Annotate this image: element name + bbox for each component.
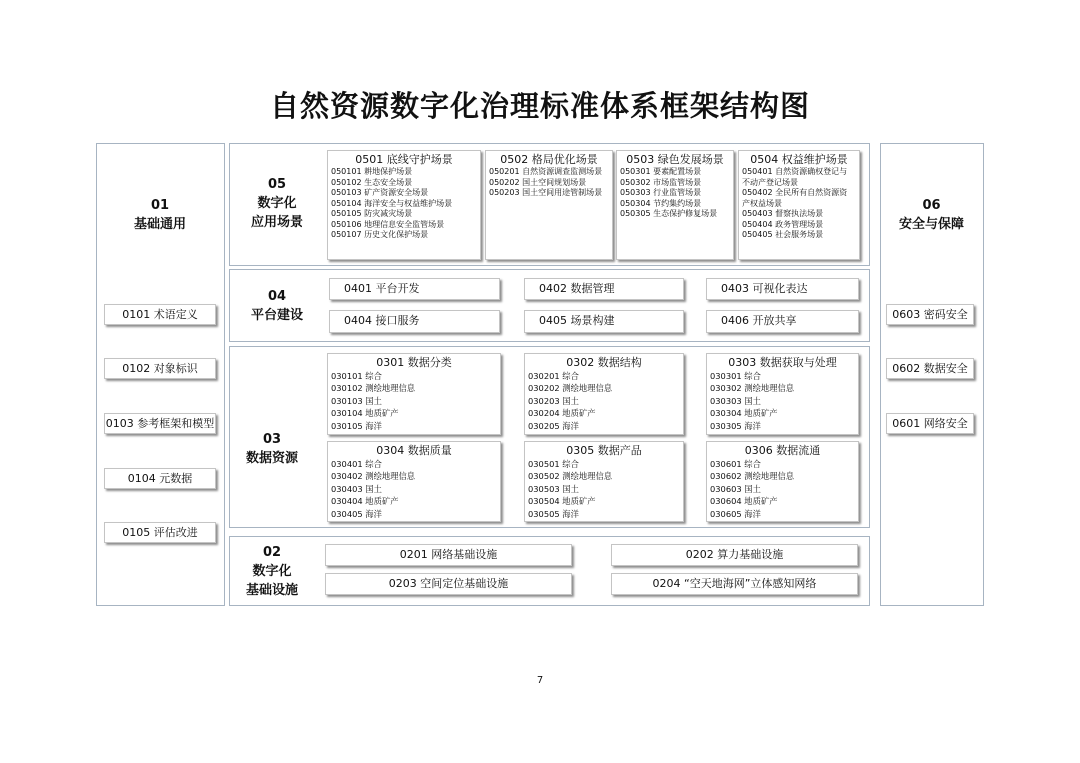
- box-0306-item: 030603 国土: [710, 483, 761, 494]
- pillar-01-label: [97, 196, 223, 234]
- box-0305-title: 0305 数据产品: [566, 444, 642, 457]
- pillar-06-label: [881, 196, 982, 234]
- box-0502-item: 050202 国土空间规划场景: [489, 177, 587, 187]
- box-0302-item: 030202 测绘地理信息: [528, 383, 613, 394]
- item-0102: 0102 对象标识: [104, 358, 216, 379]
- box-0503-item: 050305 生态保护修复场景: [620, 209, 718, 218]
- item-0204: 0204 “空天地海网”立体感知网络: [611, 573, 858, 595]
- layer-04-code: 04: [267, 289, 287, 304]
- box-0504-item: 产权益场景: [742, 198, 782, 208]
- box-0302-title: 0302 数据结构: [566, 356, 642, 369]
- box-0304: [327, 441, 501, 522]
- item-0202: 0202 算力基础设施: [611, 544, 858, 566]
- box-0305-item: 030505 海洋: [528, 508, 579, 519]
- layer-04-name: 平台建设: [250, 308, 303, 323]
- box-0501-item: 050102 生态安全场景: [331, 177, 413, 187]
- layer-02-label: [232, 543, 312, 600]
- item-0101: 0101 术语定义: [104, 304, 216, 325]
- box-0301-item: 030101 综合: [331, 371, 382, 381]
- layer-05-label: [232, 175, 322, 232]
- box-0501-item: 050103 矿产资源安全场景: [331, 188, 429, 197]
- box-0302-item: 030204 地质矿产: [528, 408, 596, 419]
- box-0304-item: 030401 综合: [331, 459, 382, 469]
- box-0302: [524, 353, 684, 435]
- box-0301-title: 0301 数据分类: [376, 356, 452, 369]
- box-0306-item: 030604 地质矿产: [710, 496, 778, 507]
- layer-05-name-line2: 应用场景: [250, 215, 303, 230]
- box-0501-item: 050105 防灾减灾场景: [331, 209, 413, 218]
- box-0504-title: 0504 权益维护场景: [750, 153, 848, 166]
- box-0301: [327, 353, 501, 435]
- pillar-01-code: 01: [150, 198, 170, 213]
- box-0502-item: 050201 自然资源调查监测场景: [489, 167, 603, 176]
- box-0503: [616, 150, 734, 260]
- box-0303-item: 030305 海洋: [710, 420, 761, 431]
- item-0602: 0602 数据安全: [886, 358, 974, 379]
- item-0203: 0203 空间定位基础设施: [325, 573, 572, 595]
- box-0302-item: 030205 海洋: [528, 420, 579, 431]
- box-0503-item: 050302 市场监管场景: [620, 177, 702, 187]
- box-0504-item: 050403 督察执法场景: [742, 209, 824, 218]
- pillar-06-code: 06: [922, 198, 941, 213]
- layer-02-name-line1: 数字化: [252, 564, 292, 579]
- box-0504-item: 050402 全民所有自然资源资: [742, 188, 848, 197]
- box-0501-item: 050106 地理信息安全监管场景: [331, 219, 445, 229]
- layer-02-code: 02: [262, 545, 282, 560]
- box-0305-item: 030501 综合: [528, 459, 579, 469]
- layer-02-name-line2: 基础设施: [245, 583, 298, 598]
- box-0306-item: 030602 测绘地理信息: [710, 471, 795, 482]
- page-title: 自然资源数字化治理标准体系框架结构图: [269, 89, 810, 123]
- box-0306-item: 030605 海洋: [710, 508, 761, 519]
- item-0105: 0105 评估改进: [104, 522, 216, 543]
- box-0501-item: 050107 历史文化保护场景: [331, 230, 429, 239]
- box-0502: [485, 150, 613, 260]
- box-0501-item: 050104 海洋安全与权益维护场景: [331, 198, 453, 208]
- box-0501-item: 050101 耕地保护场景: [331, 167, 413, 176]
- item-0201: 0201 网络基础设施: [325, 544, 572, 566]
- box-0503-item: 050303 行业监管场景: [620, 188, 702, 197]
- pillar-01-name: 基础通用: [133, 217, 186, 232]
- box-0305: [524, 441, 684, 522]
- box-0303-item: 030303 国土: [710, 395, 761, 406]
- box-0301-item: 030102 测绘地理信息: [331, 383, 416, 394]
- layer-04-label: [232, 287, 322, 325]
- box-0303-item: 030302 测绘地理信息: [710, 383, 795, 394]
- item-0401: 0401 平台开发: [329, 278, 500, 300]
- layer-03-code: 03: [262, 432, 282, 447]
- box-0301-item: 030105 海洋: [331, 420, 382, 431]
- box-0301-item: 030103 国土: [331, 395, 382, 406]
- box-0305-item: 030502 测绘地理信息: [528, 471, 613, 482]
- box-0304-title: 0304 数据质量: [376, 444, 452, 457]
- item-0104: 0104 元数据: [104, 468, 216, 489]
- box-0502-item: 050203 国土空间用途管制场景: [489, 188, 603, 197]
- box-0303-item: 030304 地质矿产: [710, 408, 778, 419]
- layer-03-label: [232, 430, 312, 468]
- box-0501: [327, 150, 481, 260]
- box-0504-item: 050404 政务管理场景: [742, 219, 824, 229]
- item-0404: 0404 接口服务: [329, 310, 500, 333]
- box-0501-title: 0501 底线守护场景: [355, 153, 453, 166]
- box-0503-item: 050301 要素配置场景: [620, 167, 702, 176]
- box-0304-item: 030403 国土: [331, 483, 382, 494]
- box-0502-title: 0502 格局优化场景: [500, 153, 598, 166]
- box-0302-item: 030201 综合: [528, 371, 579, 381]
- box-0303-title: 0303 数据获取与处理: [728, 356, 837, 369]
- box-0504-item: 050405 社会服务场景: [742, 230, 824, 239]
- item-0403: 0403 可视化表达: [706, 278, 859, 300]
- box-0305-item: 030503 国土: [528, 483, 579, 494]
- item-0103: 0103 参考框架和模型: [104, 413, 216, 434]
- layer-05-code: 05: [267, 177, 287, 192]
- box-0306-title: 0306 数据流通: [744, 444, 821, 457]
- box-0305-item: 030504 地质矿产: [528, 496, 596, 507]
- box-0503-item: 050304 节约集约场景: [620, 198, 702, 208]
- box-0301-item: 030104 地质矿产: [331, 408, 399, 419]
- pillar-06-name: 安全与保障: [898, 217, 964, 232]
- box-0504-item: 050401 自然资源确权登记与: [742, 167, 848, 176]
- box-0304-item: 030405 海洋: [331, 508, 382, 519]
- box-0306: [706, 441, 859, 522]
- item-0405: 0405 场景构建: [524, 310, 684, 333]
- item-0406: 0406 开放共享: [706, 310, 859, 333]
- item-0402: 0402 数据管理: [524, 278, 684, 300]
- box-0302-item: 030203 国土: [528, 395, 579, 406]
- box-0304-item: 030404 地质矿产: [331, 496, 399, 507]
- item-0603: 0603 密码安全: [886, 304, 974, 325]
- box-0303-item: 030301 综合: [710, 371, 761, 381]
- item-0601: 0601 网络安全: [886, 413, 974, 434]
- box-0503-title: 0503 绿色发展场景: [626, 153, 724, 166]
- box-0504-item: 不动产登记场景: [742, 177, 798, 187]
- layer-05-name-line1: 数字化: [257, 196, 297, 211]
- box-0303: [706, 353, 859, 435]
- box-0504: [738, 150, 860, 260]
- box-0304-item: 030402 测绘地理信息: [331, 471, 416, 482]
- layer-03-name: 数据资源: [245, 451, 298, 466]
- page-number: 7: [536, 675, 544, 686]
- box-0306-item: 030601 综合: [710, 459, 761, 469]
